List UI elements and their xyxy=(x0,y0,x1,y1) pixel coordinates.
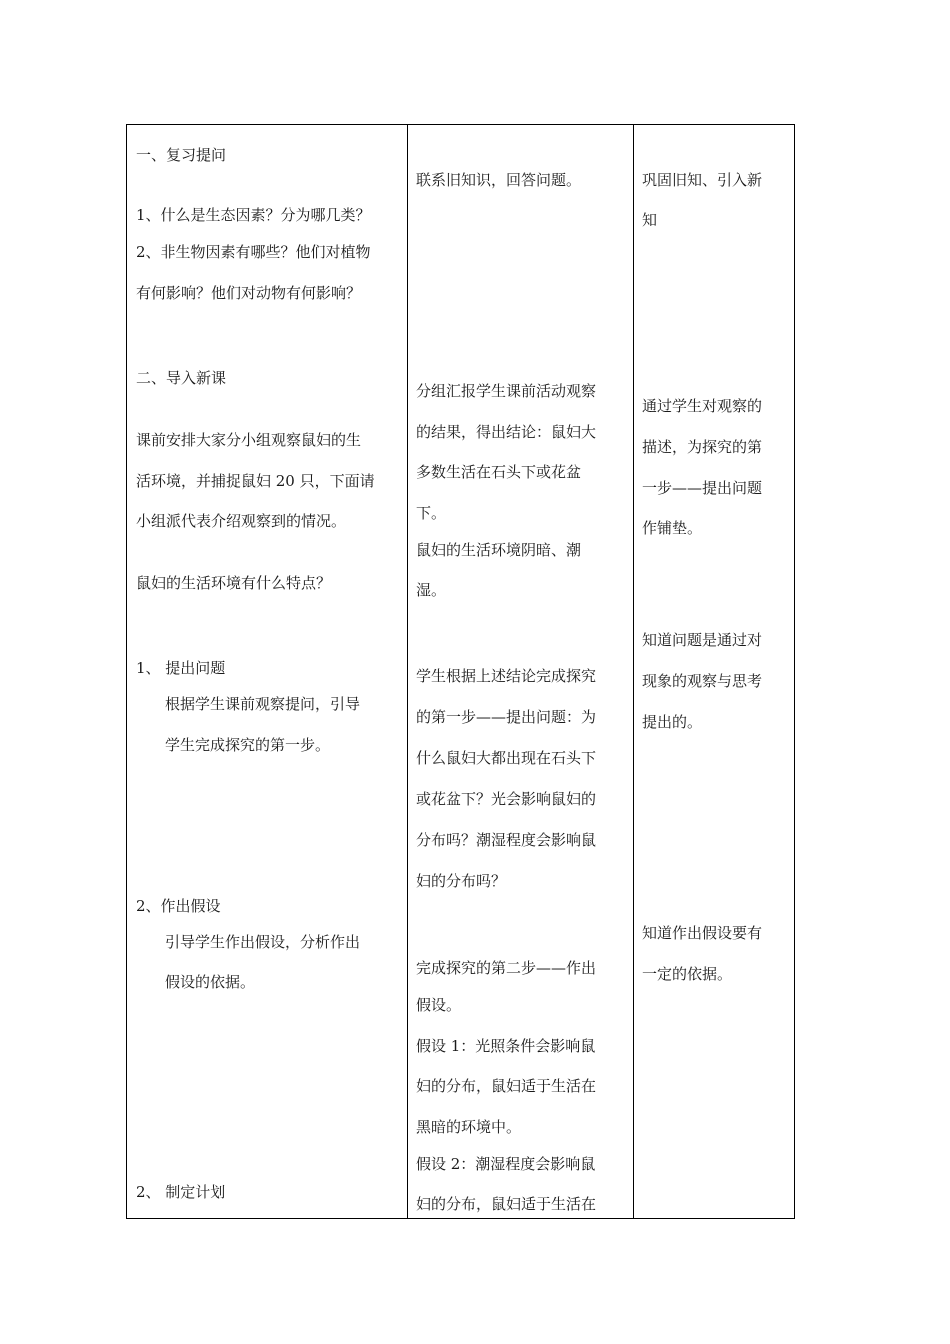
intent-text: 一步——提出问题 xyxy=(642,479,763,497)
review-title: 一、复习提问 xyxy=(136,146,227,164)
student-text: 假设。 xyxy=(416,996,462,1014)
intent-text: 巩固旧知、引入新 xyxy=(642,171,763,189)
intent-text: 现象的观察与思考 xyxy=(642,672,763,690)
student-text: 鼠妇的生活环境阴暗、潮 xyxy=(416,541,582,559)
student-text: 或花盆下？光会影响鼠妇的 xyxy=(416,790,597,808)
step2-title: 2、作出假设 xyxy=(136,897,221,915)
step1-title: 1、 提出问题 xyxy=(136,659,226,677)
step2-text: 假设的依据。 xyxy=(165,973,256,991)
intro-title: 二、导入新课 xyxy=(136,369,227,387)
intent-text: 作铺垫。 xyxy=(642,519,703,537)
intro-paragraph-line: 课前安排大家分小组观察鼠妇的生 xyxy=(136,431,362,449)
student-text: 什么鼠妇大都出现在石头下 xyxy=(416,749,597,767)
review-question-2-cont: 有何影响？他们对动物有何影响？ xyxy=(136,284,362,302)
step1-text: 学生完成探究的第一步。 xyxy=(165,736,331,754)
student-text: 分组汇报学生课前活动观察 xyxy=(416,382,597,400)
column-divider xyxy=(407,125,408,1218)
intent-text: 知 xyxy=(642,211,658,229)
student-text: 分布吗？潮湿程度会影响鼠 xyxy=(416,831,597,849)
intent-text: 描述，为探究的第 xyxy=(642,438,763,456)
student-text: 下。 xyxy=(416,504,447,522)
student-text: 学生根据上述结论完成探究 xyxy=(416,667,597,685)
student-text: 假设 1：光照条件会影响鼠 xyxy=(416,1037,596,1055)
student-text: 假设 2：潮湿程度会影响鼠 xyxy=(416,1155,596,1173)
intent-text: 通过学生对观察的 xyxy=(642,397,763,415)
intent-text: 提出的。 xyxy=(642,713,703,731)
student-text: 湿。 xyxy=(416,581,447,599)
column-divider xyxy=(633,125,634,1218)
student-text: 的第一步——提出问题：为 xyxy=(416,708,597,726)
review-question-2: 2、非生物因素有哪些？他们对植物 xyxy=(136,243,371,261)
student-text: 妇的分布吗？ xyxy=(416,872,507,890)
intent-text: 知道作出假设要有 xyxy=(642,924,763,942)
intent-text: 一定的依据。 xyxy=(642,965,733,983)
student-text: 妇的分布，鼠妇适于生活在 xyxy=(416,1077,597,1095)
student-text: 妇的分布，鼠妇适于生活在 xyxy=(416,1195,597,1213)
intro-paragraph-line: 小组派代表介绍观察到的情况。 xyxy=(136,512,347,530)
student-text: 联系旧知识，回答问题。 xyxy=(416,171,582,189)
student-text: 黑暗的环境中。 xyxy=(416,1118,522,1136)
student-text: 完成探究的第二步——作出 xyxy=(416,959,597,977)
review-question-1: 1、什么是生态因素？分为哪几类？ xyxy=(136,206,371,224)
intent-text: 知道问题是通过对 xyxy=(642,631,763,649)
intro-paragraph-line: 活环境，并捕捉鼠妇 20 只，下面请 xyxy=(136,472,375,490)
student-text: 的结果，得出结论：鼠妇大 xyxy=(416,423,597,441)
step1-text: 根据学生课前观察提问，引导 xyxy=(165,695,361,713)
step2-text: 引导学生作出假设，分析作出 xyxy=(165,933,361,951)
intro-question: 鼠妇的生活环境有什么特点？ xyxy=(136,574,332,592)
step3-title: 2、 制定计划 xyxy=(136,1183,226,1201)
student-text: 多数生活在石头下或花盆 xyxy=(416,463,582,481)
